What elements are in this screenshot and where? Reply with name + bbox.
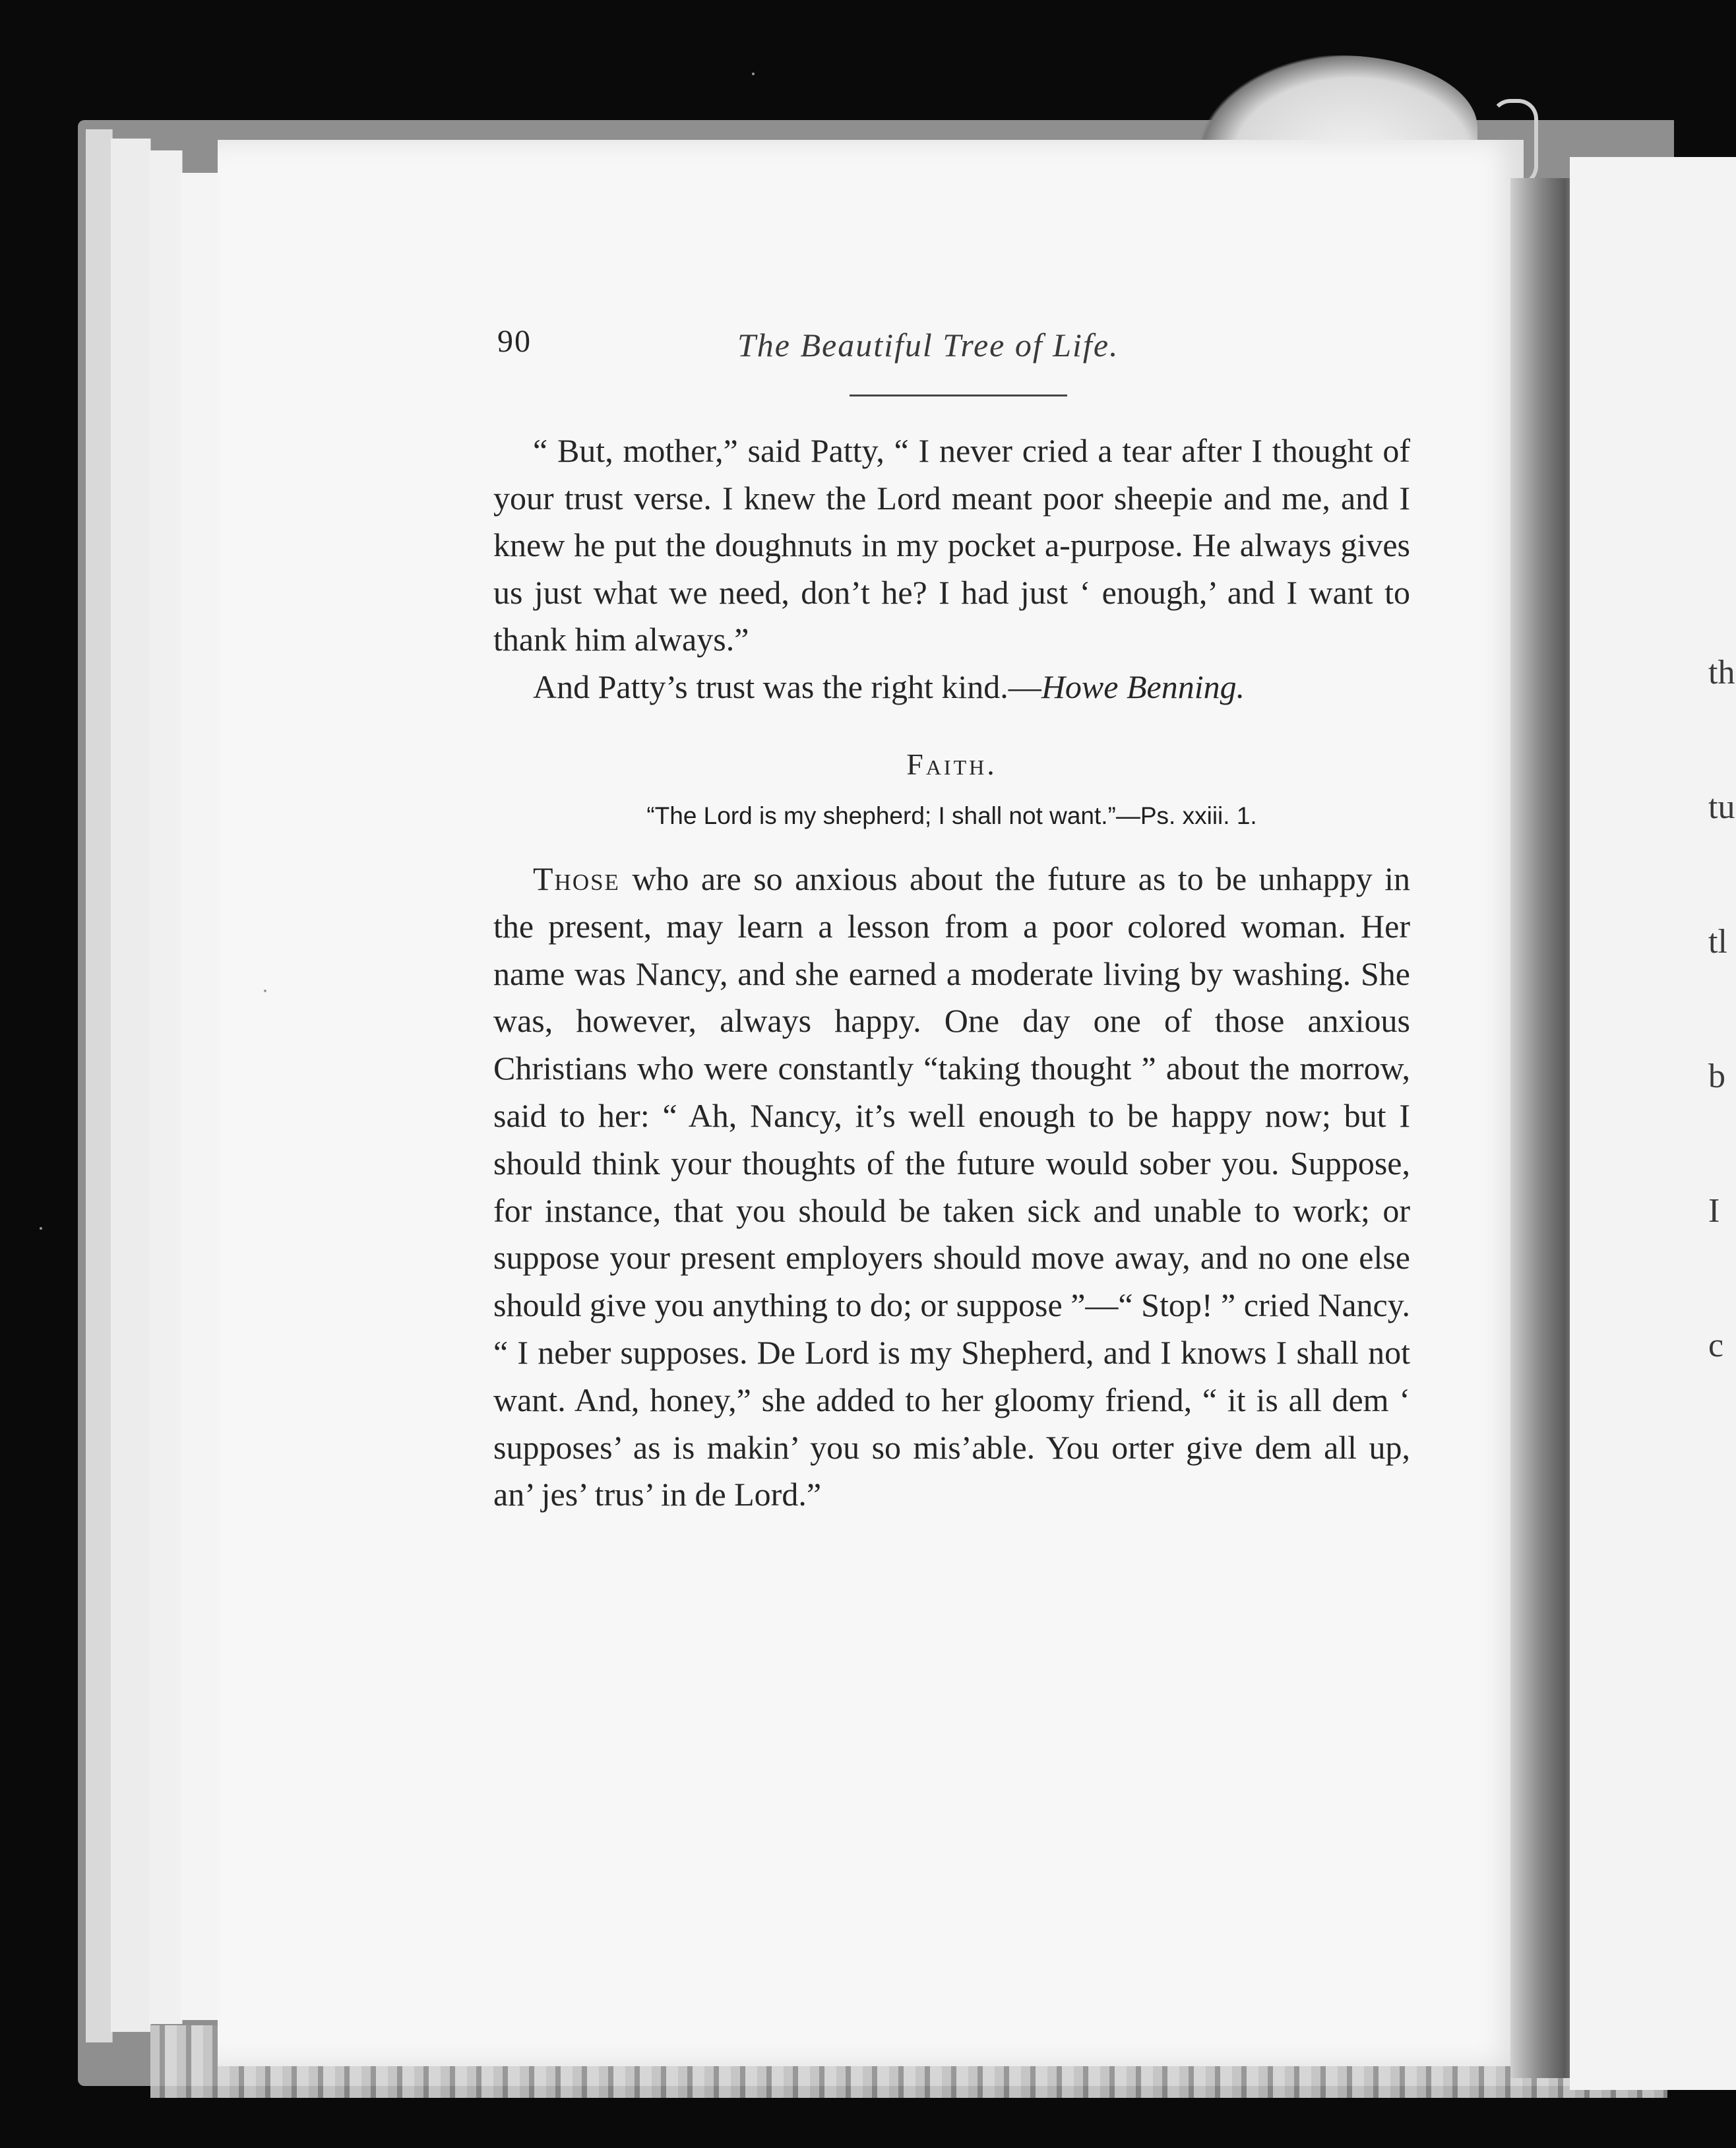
fragment: tu bbox=[1708, 788, 1735, 826]
page-edge bbox=[181, 173, 221, 2020]
faith-text: who are so anxious about the future as to be unhappy in the present, may learn a lesson from a poor colored woman. Her name was Nancy, and she earned a moderate living by washing. She was, however, always happy. One day one of those anxious Christians who were constantly “taking thought ” about the morrow, said to her: “ Ah, Nancy, it’s well enough to be happy now; but I should think your thoughts of the future would sober you. Suppose, for instance, that you should be taken sick and unable to work; or suppose your present employers should move away, and no one else should give you anything to do; or suppose ”—“ Stop! ” cried Nancy. “ I neber supposes. De Lord is my Shepherd, and I knows I shall not want. And, honey,” she added to her gloomy friend, “ it is all dem ‘ supposes’ as is makin’ you so mis’able. You orter give dem all up, an’ jes’ trus’ in de Lord.” bbox=[493, 860, 1410, 1513]
paragraph-patty: “ But, mother,” said Patty, “ I never cried a tear after I thought of your trust verse. I knew the Lord meant poor sheepie and me, and I knew he put the doughnuts in my pocket a-purpose. He always gives us just what we need, don’t he? I had just ‘ enough,’ and I want to thank him always.” bbox=[493, 432, 1410, 658]
author-name: Howe Benning. bbox=[1041, 668, 1245, 705]
section-title: Faith. bbox=[906, 747, 997, 781]
fragment: th bbox=[1708, 654, 1735, 691]
facing-page-fragments bbox=[1708, 561, 1736, 1458]
paragraph-attribution bbox=[493, 664, 1410, 711]
page-edge bbox=[149, 150, 183, 2024]
dust-speck bbox=[752, 73, 755, 75]
fragment: b bbox=[1708, 1058, 1725, 1095]
attribution-text: And Patty’s trust was the right kind.— bbox=[533, 668, 1041, 705]
page-number: 90 bbox=[497, 324, 532, 359]
dust-speck bbox=[264, 990, 266, 992]
dust-speck bbox=[40, 1227, 42, 1230]
page-text bbox=[493, 317, 1410, 1519]
header-rule bbox=[850, 395, 1067, 396]
first-word: Those bbox=[533, 860, 620, 897]
paragraph-faith bbox=[493, 856, 1410, 1519]
page-edge bbox=[111, 139, 151, 2032]
epigraph: “The Lord is my shepherd; I shall not want.”—Ps. xxiii. 1. bbox=[646, 802, 1257, 829]
running-head: The Beautiful Tree of Life. bbox=[737, 327, 1119, 363]
page-header bbox=[493, 317, 1410, 376]
fragment: I bbox=[1708, 1192, 1720, 1230]
fragment: c bbox=[1708, 1327, 1724, 1364]
page-edge bbox=[86, 129, 113, 2042]
fragment: tl bbox=[1708, 923, 1727, 961]
